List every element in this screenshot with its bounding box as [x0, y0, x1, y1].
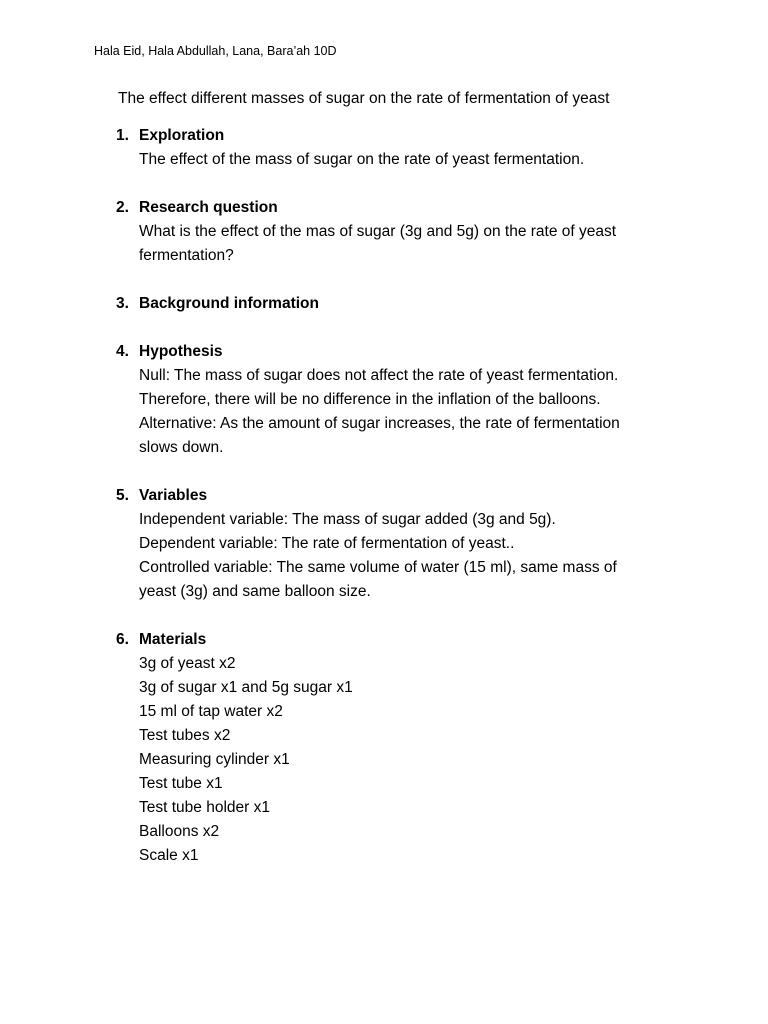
document-title: The effect different masses of sugar on the rate of fermentation of yeast [118, 90, 610, 107]
section-text-line: Test tube holder x1 [139, 799, 270, 816]
section-heading: Research question [139, 199, 278, 216]
section-text-line: The effect of the mass of sugar on the rate of yeast fermentation. [139, 151, 585, 168]
section-item [116, 196, 676, 268]
section-list [116, 124, 676, 892]
section-heading: Hypothesis [139, 343, 223, 360]
section-item [116, 628, 676, 868]
section-text-line: fermentation? [139, 247, 234, 264]
section-item [116, 124, 676, 172]
section-text-line: Test tube x1 [139, 775, 223, 792]
section-number: 3. [116, 295, 129, 312]
authors-header: Hala Eid, Hala Abdullah, Lana, Bara’ah 10D [94, 44, 337, 58]
section-text-line: Measuring cylinder x1 [139, 751, 290, 768]
section-number: 1. [116, 127, 129, 144]
section-number: 5. [116, 487, 129, 504]
section-text-line: Therefore, there will be no difference in the inflation of the balloons. [139, 391, 601, 408]
section-text-line: 3g of yeast x2 [139, 655, 236, 672]
section-number: 2. [116, 199, 129, 216]
section-item [116, 484, 676, 604]
section-text-line: 3g of sugar x1 and 5g sugar x1 [139, 679, 353, 696]
section-text-line: Balloons x2 [139, 823, 220, 840]
section-text-line: slows down. [139, 439, 224, 456]
section-text-line: Independent variable: The mass of sugar added (3g and 5g). [139, 511, 556, 528]
section-text-line: Null: The mass of sugar does not affect the rate of yeast fermentation. [139, 367, 619, 384]
section-heading: Background information [139, 295, 319, 312]
section-heading: Variables [139, 487, 208, 504]
section-item [116, 292, 676, 316]
section-heading: Exploration [139, 127, 225, 144]
section-text-line: yeast (3g) and same balloon size. [139, 583, 371, 600]
section-heading: Materials [139, 631, 207, 648]
section-text-line: Dependent variable: The rate of fermentation of yeast.. [139, 535, 515, 552]
section-text-line: Controlled variable: The same volume of water (15 ml), same mass of [139, 559, 617, 576]
section-number: 4. [116, 343, 129, 360]
section-text-line: What is the effect of the mas of sugar (3g and 5g) on the rate of yeast [139, 223, 617, 240]
section-text-line: Test tubes x2 [139, 727, 231, 744]
section-number: 6. [116, 631, 129, 648]
section-text-line: Scale x1 [139, 847, 199, 864]
section-text-line: Alternative: As the amount of sugar increases, the rate of fermentation [139, 415, 620, 432]
section-item [116, 340, 676, 460]
section-text-line: 15 ml of tap water x2 [139, 703, 283, 720]
